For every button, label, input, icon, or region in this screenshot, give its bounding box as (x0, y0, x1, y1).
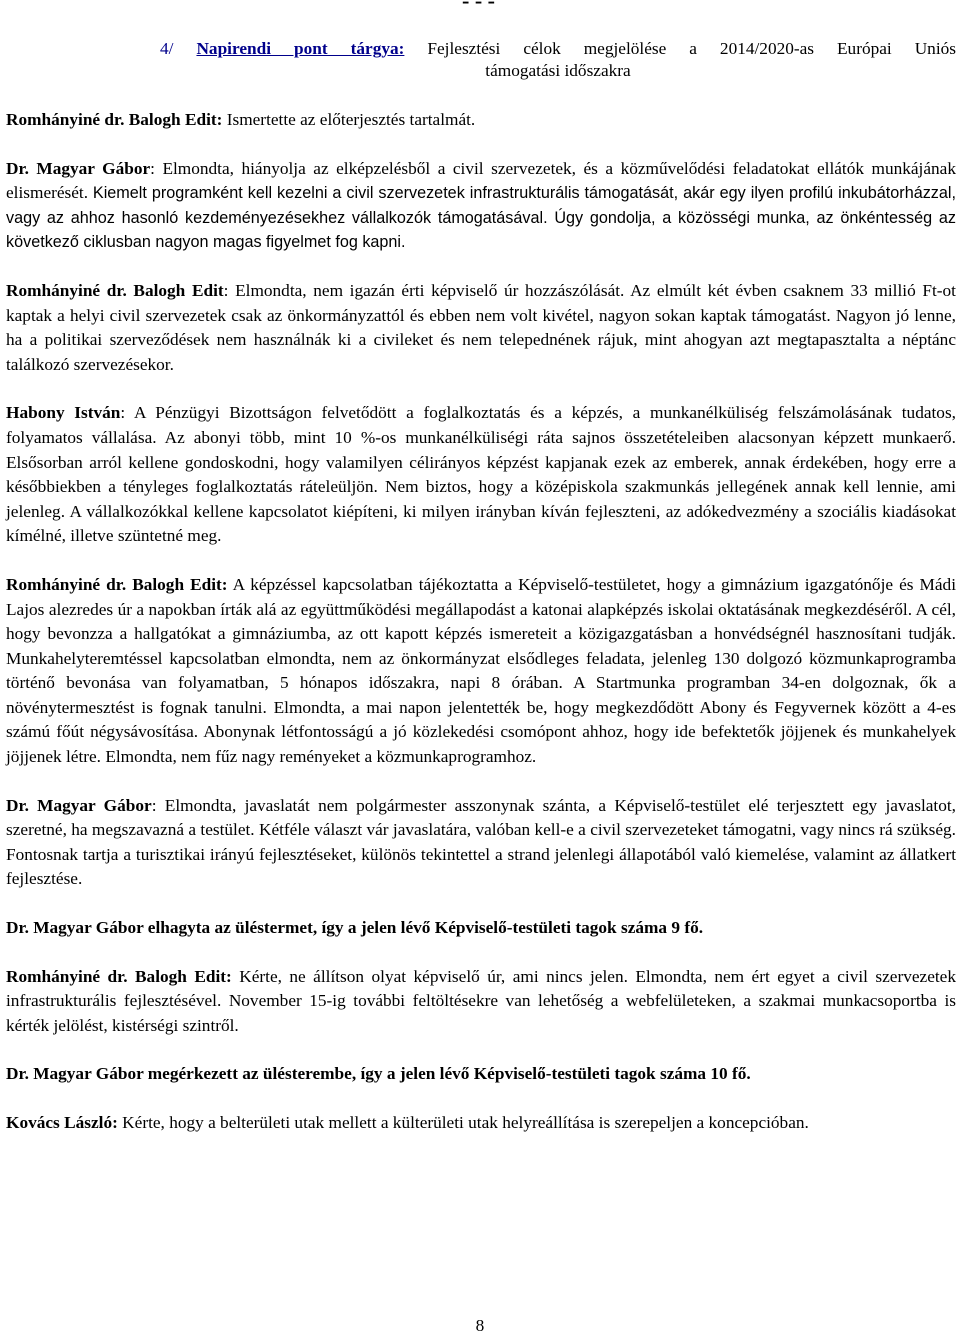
attendance-note: Dr. Magyar Gábor elhagyta az üléstermet, így a jelen lévő Képviselő-testületi tagok száma 9 fő. (6, 918, 704, 938)
speaker-name: Kovács László: (6, 1113, 118, 1132)
paragraph (6, 965, 956, 1039)
page-number: 8 (475, 1316, 485, 1335)
paragraph (6, 157, 956, 255)
paragraph (6, 279, 956, 377)
speaker-name: Dr. Magyar Gábor (6, 158, 151, 178)
speaker-name: Romhányiné dr. Balogh Edit: (6, 574, 228, 594)
speaker-name: Romhányiné dr. Balogh Edit: (6, 966, 232, 986)
paragraph-text: : A Pénzügyi Bizottságon felvetődött a foglalkoztatás és a képzés, a munkanélküliség felszámolásának tudatos, folyamatos vállalása. Az abonyi több, mint 10 %-os munkanélküliségi ráta sajnos összetételeiben alacsonyan képzett munkaerő. Elsősorban arról kellene gondoskodni, hogy valamilyen célirányos képzést kapjanak ezek az emberek, annak érdekében, hogy erre a későbbiekben a tényleges foglalkoztatás ráteleüljön. Nem biztos, hogy a középiskola szakmunkás jellegének annak kell lennie, ami jelenleg. A vállalkozókkal kellene kapcsolatot kiépíteni, ki milyen irányban kíván fejleszteni, az adókedvezmény a szociális kiadásokat kímélné, illetve szüntetné meg. (6, 403, 956, 546)
agenda-title-continuation: támogatási időszakra (485, 61, 631, 80)
paragraph (6, 108, 956, 133)
paragraph-text-sans: Kiemelt programként kell kezelni a civil szervezetek infrastrukturális támogatását, akár egy ilyen profilú inkubátorházzal, vagy az ahhoz hasonló kezdeményezésekhez vállalkozók támogatásával. Úgy gondolja, a közösségi munka, az önkéntesség az következő ciklusban nagyon magas figyelmet fog kapni. (6, 184, 956, 252)
paragraph (6, 573, 956, 770)
top-mark: - - - (462, 0, 495, 13)
agenda-title-line (160, 38, 956, 60)
paragraph-text: : Elmondta, javaslatát nem polgármester asszonynak szánta, a Képviselő-testület elé terjesztett egy javaslatot, szeretné, ha megszavazná a testület. Kétféle választ vár javaslatára, valóban kell-e a civil szervezeteket támogatni, vagy nincs rá szükség. Fontosnak tartja a turisztikai irányú fejlesztéseket, különös tekintettel a strand jelenlegi állapotából való kiemelése, valamint az állatkert fejlesztése. (6, 795, 956, 889)
paragraph (6, 401, 956, 549)
speaker-name: Dr. Magyar Gábor (6, 795, 152, 815)
attendance-note: Dr. Magyar Gábor megérkezett az ülésterembe, így a jelen lévő Képviselő-testületi tagok száma 10 fő. (6, 1064, 751, 1084)
paragraph-text: A képzéssel kapcsolatban tájékoztatta a Képviselő-testületet, hogy a gimnázium igazgatónője és Mádi Lajos alezredes úr a napokban írták alá az együttműködési megállapodást a katonai alapképzés iskolai oktatásának megkezdéséről. A cél, hogy bevonzza a hallgatókat a gimnáziumba, az ott kapott képzés ismereteit a közigazgatásban a honvédségnél hasznosítani tudják. Munkahelyteremtéssel kapcsolatban elmondta, nem az önkormányzat elsődleges feladata, jelenleg 130 dolgozó közmunkaprogramba történő bevonása van folyamatban, 5 hónapos időszakra, napi 8 órában. A Startmunka programban 34-en dolgoznak, ők a növénytermesztést is fognak tanulni. Elmondta, a mai napon jelentették be, hogy megkezdődött Abony és Fegyvernek között a 4-es számú főút négysávosítása. Abonynak létfontosságú a jó közlekedési csomópont ahhoz, hogy ide befektetők jöjjenek és munkahelyek jöjjenek létre. Elmondta, nem fűz nagy reményeket a közmunkaprogramhoz. (6, 574, 956, 767)
paragraph-text: Kérte, hogy a belterületi utak mellett a külterületi utak helyreállítása is szerepeljen a koncepcióban. (122, 1113, 809, 1132)
paragraph-text: Ismertette az előterjesztés tartalmát. (226, 110, 476, 129)
paragraph (6, 1111, 956, 1136)
agenda-title-text: Fejlesztési célok megjelölése a 2014/2020-as Európai Uniós (427, 39, 956, 58)
paragraph-text: Kérte, ne állítson olyat képviselő úr, ami nincs jelen. Elmondta, nem ért egyet a civil szervezetek infrastrukturális fejlesztésével. November 15-ig további feltöltésekre van lehetőség a webfelületeken, a szakmai munkacsoportba is kérték jelölést, kistérségi szintről. (6, 966, 956, 1035)
minutes-body (6, 108, 956, 1160)
paragraph-text: : Elmondta, nem igazán érti képviselő úr hozzászólását. Az elmúlt két évben csaknem 33 millió Ft-ot kaptak a helyi civil szervezetek csak az önkormányzattól és ebben nem volt kivétel, nagyon sokan kaptak támogatást. Nagyon jó lenne, ha a politikai szerveződések nem használnák ki a civileket és nem telepednének rájuk, mint ahogyan azt megtapasztalta a néptánc találkozó szervezésekor. (6, 280, 956, 374)
speaker-name: Romhányiné dr. Balogh Edit (6, 280, 224, 300)
agenda-heading: Napirendi pont tárgya: (196, 39, 405, 58)
agenda-item (160, 38, 956, 82)
paragraph-text: : Elmondta, hiányolja az elképzelésből a civil szervezetek, és a közművelődési feladatokat ellátók munkájának elismerését. (6, 158, 956, 203)
agenda-number: 4/ (160, 39, 174, 58)
speaker-name: Habony István (6, 403, 121, 423)
paragraph (6, 794, 956, 892)
speaker-name: Romhányiné dr. Balogh Edit: (6, 110, 223, 129)
